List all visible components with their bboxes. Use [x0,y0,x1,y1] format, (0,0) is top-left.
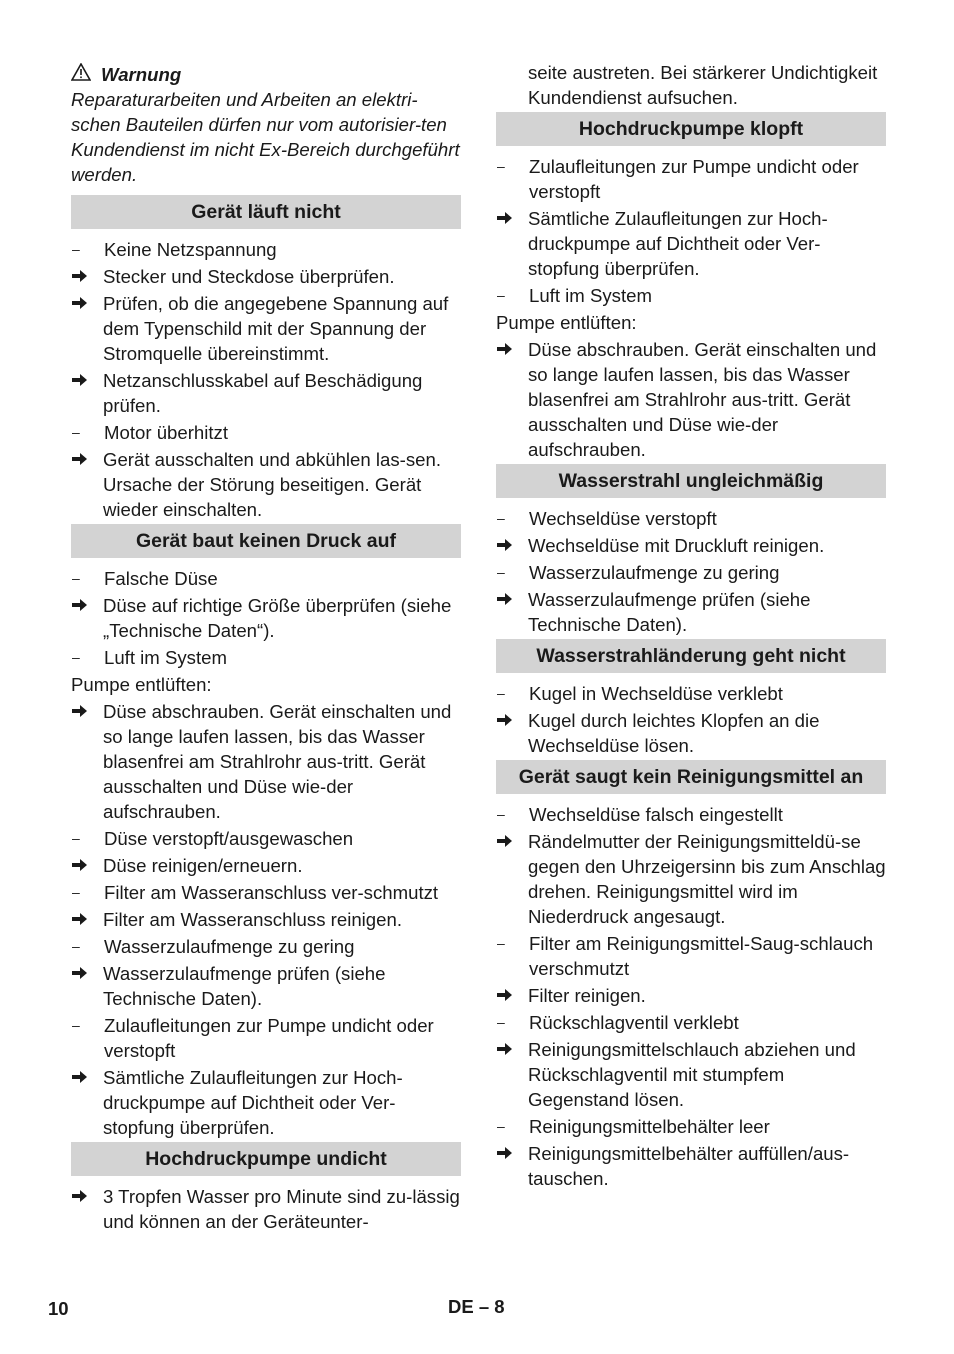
remedy-item [496,533,886,558]
arrow-right-icon [71,961,103,1011]
item-text: Prüfen, ob die angegebene Spannung auf dem Typenschild mit der Spannung der Stromquelle übereinstimmt. [103,293,449,364]
item-text: Rändelmutter der Reinigungsmitteldü-se gegen den Uhrzeigersinn bis zum Anschlag drehen. Reinigungsmittel wird im Niederdruck angesaugt. [528,831,886,927]
remedy-item [496,337,886,462]
section-heading: Wasserstrahl ungleichmäßig [496,464,886,498]
item-text: Stecker und Steckdose überprüfen. [103,266,395,287]
continued-text: seite austreten. Bei stärkerer Undichtigkeit Kundendienst aufsuchen. [528,62,878,108]
dash-bullet-icon: – [497,564,505,580]
item-text: Wechseldüse mit Druckluft reinigen. [528,535,825,556]
item-text: Reinigungsmittelbehälter leer [529,1116,770,1137]
item-text: Zulaufleitungen zur Pumpe undicht oder verstopft [529,156,859,202]
arrow-right-icon [496,587,528,637]
arrow-right-icon [496,533,528,558]
arrow-right-icon [71,291,103,366]
dash-bullet-icon: – [497,1014,505,1030]
remedy-item [496,829,886,929]
dash-bullet-icon: – [72,1017,80,1033]
item-text: Filter am Wasseranschluss reinigen. [103,909,402,930]
warning-title [71,62,461,87]
item-text: Sämtliche Zulaufleitungen zur Hoch-druckpumpe auf Dichtheit oder Ver-stopfung überprüfen. [103,1067,403,1138]
right-column-content [496,60,886,1191]
instruction-label: Pumpe entlüften: [496,312,637,333]
item-text: Düse abschrauben. Gerät einschalten und so lange laufen lassen, bis das Wasser blasenfrei am Strahlrohr aus-tritt. Gerät ausschalten und Düse wie-der aufschrauben. [528,339,877,460]
dash-bullet-icon: – [72,570,80,586]
right-column [496,60,886,1193]
item-text: Gerät ausschalten und abkühlen las-sen. Ursache der Störung beseitigen. Gerät wieder einschalten. [103,449,442,520]
dash-bullet-icon: – [72,424,80,440]
fault-item [496,560,886,585]
fault-item [496,154,886,204]
instruction-label: Pumpe entlüften: [71,674,212,695]
arrow-right-icon [71,907,103,932]
section-heading: Gerät läuft nicht [71,195,461,229]
item-text: Luft im System [104,647,227,668]
left-column-content [71,195,461,1234]
fault-item [71,826,461,851]
item-text: Sämtliche Zulaufleitungen zur Hoch-druckpumpe auf Dichtheit oder Ver-stopfung überprüfen. [528,208,828,279]
fault-item [71,880,461,905]
section-heading: Wasserstrahländerung geht nicht [496,639,886,673]
language-page-label: DE – 8 [448,1296,505,1317]
remedy-item [71,368,461,418]
remedy-item [71,853,461,878]
item-text: Falsche Düse [104,568,218,589]
item-text: Netzanschlusskabel auf Beschädigung prüfen. [103,370,423,416]
fault-item [71,645,461,670]
warning-text: Reparaturarbeiten und Arbeiten an elektri-schen Bauteilen dürfen nur vom autorisier-ten Kundendienst im nicht Ex-Bereich durchgeführt werden. [71,89,460,185]
item-text: Reinigungsmittelschlauch abziehen und Rückschlagventil mit stumpfem Gegenstand lösen. [528,1039,856,1110]
dash-bullet-icon: – [497,806,505,822]
fault-item [71,934,461,959]
fault-item [71,237,461,262]
arrow-right-icon [496,708,528,758]
fault-item [496,802,886,827]
dash-bullet-icon: – [72,241,80,257]
item-text: Filter reinigen. [528,985,646,1006]
dash-bullet-icon: – [72,884,80,900]
item-text: Zulaufleitungen zur Pumpe undicht oder verstopft [104,1015,434,1061]
dash-bullet-icon: – [497,685,505,701]
remedy-item [71,447,461,522]
fault-item [496,506,886,531]
remedy-item [496,1141,886,1191]
item-text: Wechseldüse falsch eingestellt [529,804,783,825]
remedy-item [71,1184,461,1234]
remedy-item [496,708,886,758]
item-text: Wasserzulaufmenge prüfen (siehe Technische Daten). [528,589,811,635]
item-text: Motor überhitzt [104,422,229,443]
dash-bullet-icon: – [72,830,80,846]
remedy-item [71,907,461,932]
remedy-item [496,587,886,637]
arrow-right-icon [71,1065,103,1140]
fault-item [496,1010,886,1035]
item-text: Filter am Reinigungsmittel-Saug-schlauch verschmutzt [529,933,874,979]
section-heading: Hochdruckpumpe undicht [71,1142,461,1176]
arrow-right-icon [71,1184,103,1234]
arrow-right-icon [71,264,103,289]
item-text: Keine Netzspannung [104,239,277,260]
item-text: Kugel in Wechseldüse verklebt [529,683,783,704]
item-text: Reinigungsmittelbehälter auffüllen/aus-tauschen. [528,1143,850,1189]
remedy-item [71,593,461,643]
remedy-item [496,1037,886,1112]
item-text: Filter am Wasseranschluss ver-schmutzt [104,882,439,903]
arrow-right-icon [71,699,103,824]
remedy-item [71,961,461,1011]
remedy-item [71,264,461,289]
dash-bullet-icon: – [497,510,505,526]
fault-item [496,681,886,706]
dash-bullet-icon: – [497,158,505,174]
remedy-item [71,291,461,366]
section-heading: Hochdruckpumpe klopft [496,112,886,146]
item-text: Düse reinigen/erneuern. [103,855,303,876]
remedy-item [496,983,886,1008]
item-text: Wechseldüse verstopft [529,508,717,529]
left-column [71,60,461,1236]
warning-triangle-icon [71,62,91,87]
item-text: Düse auf richtige Größe überprüfen (siehe „Technische Daten“). [103,595,452,641]
fault-item [71,566,461,591]
page-number: 10 [48,1298,69,1319]
section-heading: Gerät baut keinen Druck auf [71,524,461,558]
arrow-right-icon [71,853,103,878]
item-text: Wasserzulaufmenge prüfen (siehe Technische Daten). [103,963,386,1009]
item-text: Wasserzulaufmenge zu gering [104,936,355,957]
item-text: Wasserzulaufmenge zu gering [529,562,780,583]
arrow-right-icon [71,593,103,643]
warning-title-text: Warnung [101,64,182,85]
arrow-right-icon [496,1141,528,1191]
dash-bullet-icon: – [497,287,505,303]
item-text: Düse verstopft/ausgewaschen [104,828,354,849]
item-text: Rückschlagventil verklebt [529,1012,739,1033]
arrow-right-icon [496,206,528,281]
dash-bullet-icon: – [497,935,505,951]
arrow-right-icon [496,1037,528,1112]
remedy-item [496,206,886,281]
item-text: Kugel durch leichtes Klopfen an die Wechseldüse lösen. [528,710,820,756]
fault-item [496,283,886,308]
arrow-right-icon [496,337,528,462]
arrow-right-icon [71,368,103,418]
remedy-item [71,699,461,824]
dash-bullet-icon: – [72,938,80,954]
dash-bullet-icon: – [497,1118,505,1134]
dash-bullet-icon: – [72,649,80,665]
item-text: Luft im System [529,285,652,306]
fault-item [71,1013,461,1063]
fault-item [496,931,886,981]
section-heading: Gerät saugt kein Reinigungsmittel an [496,760,886,794]
item-text: Düse abschrauben. Gerät einschalten und so lange laufen lassen, bis das Wasser blasenfrei am Strahlrohr aus-tritt. Gerät ausschalten und Düse wie-der aufschrauben. [103,701,452,822]
item-text: 3 Tropfen Wasser pro Minute sind zu-lässig und können an der Geräteunter- [103,1186,460,1232]
fault-item [71,420,461,445]
arrow-right-icon [71,447,103,522]
remedy-item [71,1065,461,1140]
arrow-right-icon [496,829,528,929]
arrow-right-icon [496,983,528,1008]
fault-item [496,1114,886,1139]
